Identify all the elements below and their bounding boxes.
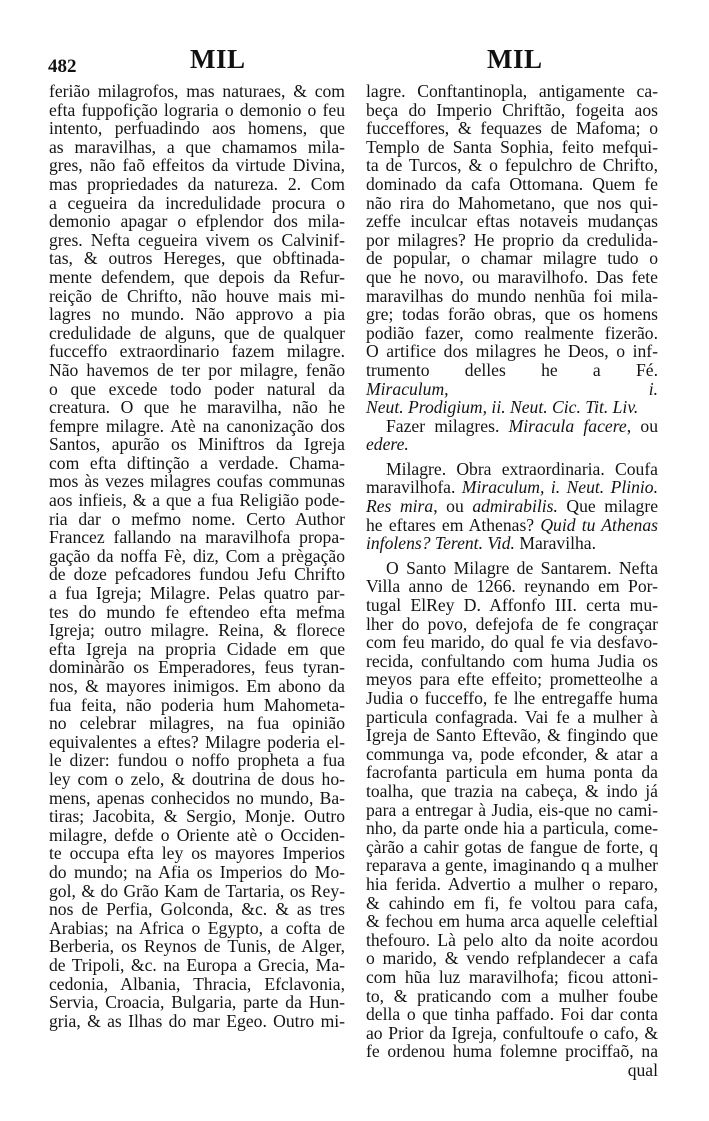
text-line: fe ordenou huma folemne prociffaõ, na — [366, 1041, 658, 1062]
entry-milagre-headline: Milagre. Obra extraordinaria. Coufa — [386, 458, 658, 479]
text-line: tes do mundo fe eftendeo efta mefma — [49, 601, 345, 622]
text-line: gres. Nefta cegueira vivem os Calvinif- — [49, 229, 345, 250]
text-line: tiras; Jacobita, & Sergio, Monje. Outro — [49, 806, 345, 827]
text-line: toalha, que trazia na cabeça, & indo já — [366, 780, 658, 801]
text-line: podião fazer, como realmente fizerão. — [366, 322, 658, 343]
text-line: mos às vezes milagres coufas communas — [49, 471, 345, 492]
text-line: dominàrão os Emperadores, feus tyran- — [49, 657, 345, 678]
text-line: particula confagrada. Vai fe a mulher à — [366, 706, 658, 727]
text-line: efta fuppofição lograria o demonio o feu — [49, 99, 345, 120]
page-number: 482 — [48, 56, 77, 77]
headword: Fazer milagres. — [386, 415, 500, 436]
text-line: ferião milagrofos, mas naturaes, & com — [49, 81, 345, 101]
text-line — [366, 516, 658, 535]
text-line: reparava a gente, imaginando q a mulher — [366, 855, 658, 876]
text-line: tas, & outros Hereges, que obftinada- — [49, 248, 345, 269]
text-line: o marido, & vendo refplandecer a cafa — [366, 948, 658, 969]
text-line: Servia, Croacia, Bulgaria, parte da Hun- — [49, 992, 345, 1013]
text-line: lher do povo, defejofa de fe congraçar — [366, 613, 658, 634]
running-head-left: MIL — [190, 44, 246, 74]
text-line: O Santo Milagre de Santarem. Nefta — [386, 557, 658, 578]
text-line: com hũa luz maravilhofa; ficou attoni- — [366, 966, 658, 987]
text-line: gria, & as Ilhas do mar Egeo. Outro mi- — [49, 1010, 345, 1031]
text-line: Judia o fucceffo, fe lhe entregaffe huma — [366, 688, 658, 708]
text-line: fucceffo extraordinario fazem milagre. — [49, 341, 345, 362]
text-line — [366, 534, 658, 553]
text-line: zeffe inculcar eftas notaveis mudanças — [366, 211, 658, 232]
text-line: fucceffores, & fequazes de Mafoma; o — [366, 118, 658, 139]
latin-term: Miraculum, i. Neut. Plinio. — [461, 477, 658, 498]
text-line: que he novo, ou maravilhofo. Das fete — [366, 266, 658, 287]
text-line: della o que tinha paffado. Foi dar conta — [366, 1004, 658, 1025]
text-line: fempre milagre. Atè na canonização dos — [49, 415, 345, 436]
latin-term: Miracula facere — [508, 415, 627, 436]
text-line: do mundo; na Afia os Imperios do Mo- — [49, 861, 345, 882]
text-line: mens, apenas conhecidos no mundo, Ba- — [49, 787, 345, 808]
text-line: facrofanta particula em huma ponta da — [366, 762, 658, 783]
paragraph-miracle-continuation — [366, 82, 658, 380]
text-line: de Tripoli, &c. na Europa a Grecia, Ma- — [49, 954, 345, 975]
text-line: tugal ElRey D. Affonfo III. certa mu- — [366, 595, 658, 616]
text-line: no celebrar milagres, na fua opinião — [49, 713, 345, 734]
latin-term: Res mira — [366, 496, 434, 517]
latin-term: infolens? Terent. Vid. — [366, 533, 515, 554]
text-line: beça do Imperio Chriftão, fogeita aos — [366, 99, 658, 120]
text-line: mas propriedades da natureza. 2. Com — [49, 173, 345, 194]
text-line: creatura. O que he maravilha, não he — [49, 397, 345, 418]
text-line: as maravilhas, a que chamamos mila- — [49, 136, 345, 157]
text-line: Igreja de Santo Eftevão, & fingindo que — [366, 725, 658, 746]
text-line: equivalentes a eftes? Milagre poderia el- — [49, 731, 345, 752]
text-line: efta Igreja na propria Cidade em que — [49, 638, 345, 659]
text-line: o que excede todo poder natural da — [49, 378, 345, 399]
text-line — [366, 398, 658, 417]
text-line: Não havemos de ter por milagre, fenão — [49, 359, 345, 380]
text-line: nos, & mayores inimigos. Em abono da — [49, 676, 345, 696]
text-line — [366, 478, 658, 497]
text-line: milagre, defde o Oriente atè o Occiden- — [49, 824, 345, 845]
text-line: a cegueira da incredulidade procura o — [49, 192, 345, 213]
text-line — [366, 435, 658, 454]
text-line — [366, 380, 658, 399]
text-line: ta de Turcos, & o fepulchro de Chrifto, — [366, 155, 658, 176]
text-line: não rira do Mahometano, que nos qui- — [366, 192, 658, 213]
text-line: meyos para efte effeito; prometteolhe a — [366, 669, 658, 690]
text-line: por milagres? He proprio da credulida- — [366, 229, 658, 250]
latin-term: Miraculum, i. — [366, 378, 658, 399]
entry-fazer-milagres — [366, 417, 658, 436]
text-fragment: maravilhofa. — [366, 477, 456, 498]
text-line: & fechou em huma arca aquelle celeftial — [366, 911, 658, 932]
text-line: trumento delles he a Fé. — [366, 359, 658, 380]
text-line: aos infieis, & a que a fua Religião pode- — [49, 490, 345, 511]
text-line: reição de Chrifto, não houve mais mi- — [49, 285, 345, 306]
text-line: O artifice dos milagres he Deos, o inf- — [366, 341, 658, 362]
left-column — [49, 82, 345, 1030]
text-line: maravilhas do mundo nenhũa foi mila- — [366, 285, 658, 306]
text-line: Igreja; outro milagre. Reina, & florece — [49, 620, 345, 641]
entry-santo-milagre-santarem — [366, 559, 658, 1061]
text-line: communga va, pode efconder, & atar a — [366, 743, 658, 764]
cross-reference: Maravilha. — [519, 533, 597, 554]
text-line: Arabias; na Africa o Egypto, a cofta de — [49, 917, 345, 938]
text-line: ria dar o mefmo nome. Certo Author — [49, 508, 345, 529]
text-line: mente defendem, que depois da Refur- — [49, 266, 345, 287]
connector: , ou — [626, 415, 658, 436]
text-line: nho, da parte onde hia a particula, come- — [366, 818, 658, 839]
text-line: com feu marido, do qual fe via desfavo- — [366, 632, 658, 653]
text-line: çàrão a cahir gotas de fangue de forte, q — [366, 836, 658, 857]
text-line: Francez fallando na maravilhofa propa- — [49, 527, 345, 548]
text-line: recida, confultando com huma Judia os — [366, 650, 658, 671]
text-line: & cahindo em fi, fe voltou para cafa, — [366, 892, 658, 913]
text-line: a fua Igreja; Milagre. Pelas quatro par- — [49, 583, 345, 604]
text-fragment: , ou — [433, 496, 464, 517]
text-line: dominado da cafa Ottomana. Quem fe — [366, 173, 658, 194]
text-line: credulidade de alguns, que de qualquer — [49, 322, 345, 343]
catchword: qual — [627, 1059, 658, 1080]
text-line: demonio apagar o efplendor dos mila- — [49, 211, 345, 232]
text-line: gres, não faõ effeitos da virtude Divina, — [49, 155, 345, 176]
text-line: le dizer: fundou o noffo propheta a fua — [49, 750, 345, 771]
latin-term: Quid tu Athenas — [540, 514, 658, 535]
text-line: cedonia, Albania, Thracia, Efclavonia, — [49, 973, 345, 994]
text-line: Santos, apurão os Miniftros da Igreja — [49, 434, 345, 455]
text-line: hia ferida. Advertio a mulher o reparo, — [366, 873, 658, 894]
text-line: intento, perfuadindo aos homens, que — [49, 118, 345, 139]
text-line: lagre. Conftantinopla, antigamente ca- — [366, 81, 658, 101]
text-line: ley com o zelo, & doutrina de dous ho- — [49, 768, 345, 789]
text-line — [366, 497, 658, 516]
text-line: gre; todas forão obras, que os homens — [366, 304, 658, 325]
text-line: lagres no mundo. Não approvo a pia — [49, 304, 345, 325]
text-line: Villa anno de 1266. reynando em Por- — [366, 576, 658, 597]
text-line: para a entregar à Judia, eis-que no cami- — [366, 799, 658, 820]
text-line: to, & praticando com a mulher foube — [366, 985, 658, 1006]
text-line: Berberia, os Reynos de Tunis, de Alger, — [49, 936, 345, 957]
text-fragment: he eftares em Athenas? — [366, 514, 535, 535]
latin-term: edere. — [366, 434, 409, 455]
text-line: Templo de Santa Sophia, feito mefqui- — [366, 136, 658, 157]
text-line: nos de Perfia, Golconda, &c. & as tres — [49, 899, 345, 920]
text-line: de doze pefcadores fundou Jefu Chrifto — [49, 564, 345, 585]
text-line: de popular, o chamar milagre tudo o — [366, 248, 658, 269]
text-line: te occupa efta ley os mayores Imperios — [49, 843, 345, 864]
latin-term: admirabilis. — [472, 496, 558, 517]
text-line: gol, & do Grão Kam de Tartaria, os Rey- — [49, 880, 345, 901]
text-line: fua feita, não poderia hum Mahometa- — [49, 694, 345, 715]
text-fragment: Que milagre — [566, 496, 659, 517]
text-line: gação da noffa Fè, diz, Com a prègação — [49, 545, 345, 566]
text-line: thefouro. Là pelo alto da noite acordou — [366, 929, 658, 950]
text-line: ao Prior da Igreja, confultoufe o cafo, & — [366, 1022, 658, 1043]
text-line: com efta diftinção a verdade. Chama- — [49, 452, 345, 473]
running-head-right: MIL — [487, 44, 543, 74]
right-column — [366, 82, 658, 1079]
latin-term: Neut. Prodigium, ii. Neut. Cic. Tit. Liv. — [366, 397, 639, 418]
